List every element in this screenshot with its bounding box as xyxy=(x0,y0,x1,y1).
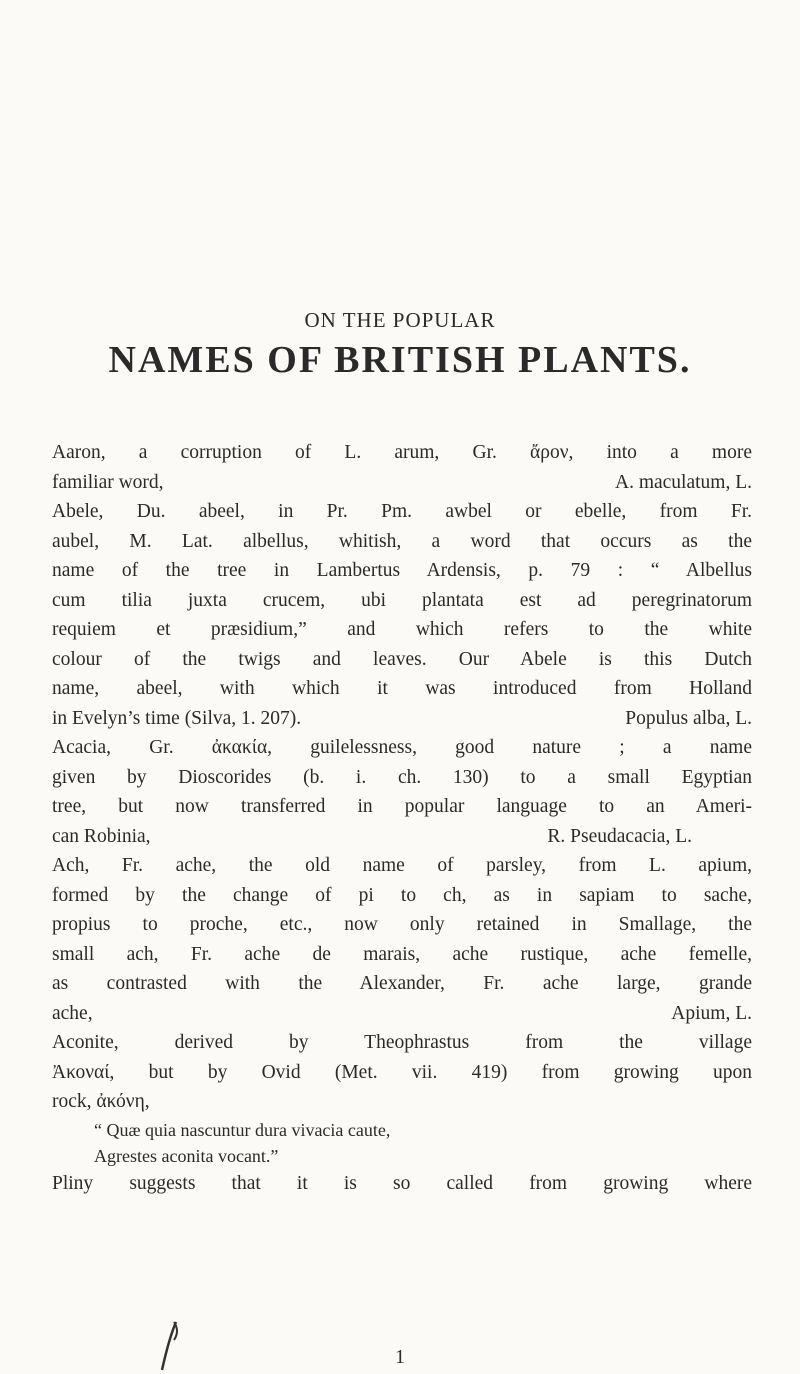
running-head: ON THE POPULAR xyxy=(304,308,496,332)
text-line: tree, but now transferred in popular language to an Ameri- xyxy=(52,796,752,817)
text-line: cum tilia juxta crucem, ubi plantata est ad peregrinatorum xyxy=(52,589,752,611)
text-line-with-name xyxy=(52,822,752,852)
text-line: propius to proche, etc., now only retained in Smallage, the xyxy=(52,914,752,935)
text-line: name, abeel, with which it was introduced from Holland xyxy=(52,678,752,699)
page-title: NAMES OF BRITISH PLANTS. xyxy=(108,339,692,381)
text-line: Acacia, Gr. ἀκακία, guilelessness, good nature ; a name xyxy=(52,737,752,758)
text-line-with-name xyxy=(52,999,752,1029)
text-fragment: familiar word, xyxy=(52,471,164,493)
text-line: Aconite, derived by Theophrastus from the village xyxy=(52,1032,752,1053)
text-line: name of the tree in Lambertus Ardensis, p. 79 : “ Albellus xyxy=(52,560,752,581)
signature-mark: 1 xyxy=(395,1346,405,1368)
text-line: Ἀκοναί, but by Ovid (Met. vii. 419) from growing upon xyxy=(52,1061,752,1083)
text-line-with-name xyxy=(52,468,752,498)
text-line: colour of the twigs and leaves. Our Abele is this Dutch xyxy=(52,648,752,670)
text-line: Aaron, a corruption of L. arum, Gr. ἄρον, into a more xyxy=(52,442,752,463)
text-line: Pliny suggests that it is so called from growing where xyxy=(52,1172,752,1194)
text-line-with-name xyxy=(52,704,752,734)
text-line: Ach, Fr. ache, the old name of parsley, from L. apium, xyxy=(52,855,752,876)
botanical-name: Apium, L. xyxy=(671,1002,752,1024)
text-line: given by Dioscorides (b. i. ch. 130) to a small Egyptian xyxy=(52,766,752,788)
text-line: rock, ἀκόνη, xyxy=(52,1091,150,1112)
text-line: requiem et præsidium,” and which refers to the white xyxy=(52,619,752,640)
text-line: small ach, Fr. ache de marais, ache rustique, ache femelle, xyxy=(52,943,752,965)
text-line: as contrasted with the Alexander, Fr. ache large, grande xyxy=(52,973,752,994)
botanical-name: A. maculatum, L. xyxy=(614,471,752,493)
quote-line: “ Quæ quia nascuntur dura vivacia caute, xyxy=(94,1119,391,1140)
quote-line: Agrestes aconita vocant.” xyxy=(94,1145,279,1166)
text-line: aubel, M. Lat. albellus, whitish, a word that occurs as the xyxy=(52,530,752,552)
botanical-name: Populus alba, L. xyxy=(625,707,752,729)
text-fragment: in Evelyn’s time (Silva, 1. 207). xyxy=(52,707,302,729)
body-text xyxy=(52,438,752,1198)
text-line: Abele, Du. abeel, in Pr. Pm. awbel or ebelle, from Fr. xyxy=(52,501,752,522)
text-fragment: can Robinia, xyxy=(52,825,151,847)
text-fragment: ache, xyxy=(52,1002,93,1024)
text-line: formed by the change of pi to ch, as in sapiam to sache, xyxy=(52,884,752,906)
botanical-name: R. Pseudacacia, L. xyxy=(547,825,692,847)
